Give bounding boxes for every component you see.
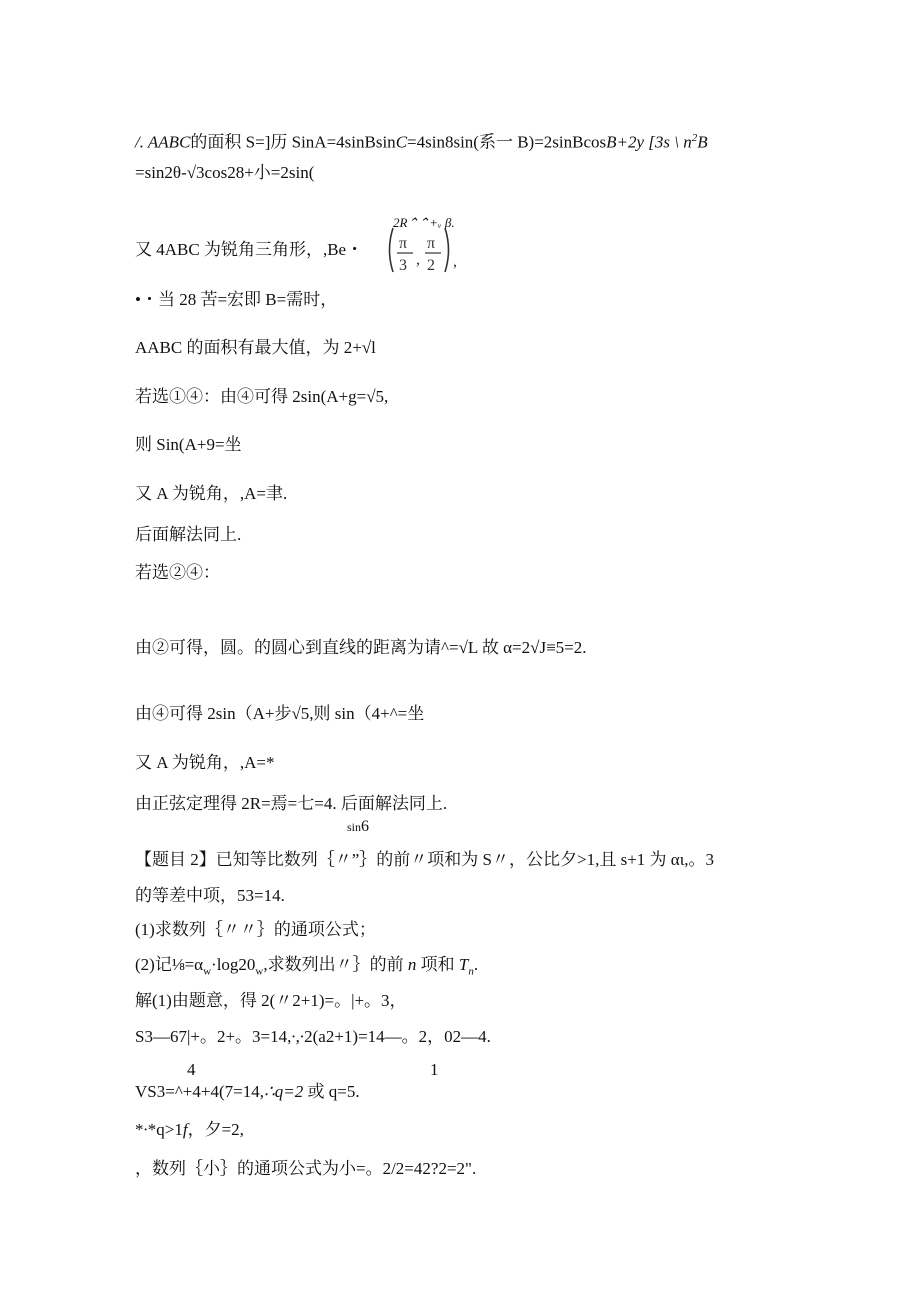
text-line-20: S3—67|+。2+。3=14,∙,∙2(a2+1)=14—。2，02—4. bbox=[135, 1027, 491, 1046]
overlay-text: 2R⌃⌃+ᵥ β. bbox=[393, 215, 455, 230]
text: ∴q=2 bbox=[263, 1082, 304, 1101]
text-line-22 bbox=[135, 1081, 360, 1103]
text: w bbox=[203, 965, 212, 978]
text: C bbox=[395, 132, 408, 152]
text: f bbox=[182, 1120, 188, 1139]
text-line-4: •・当 28 苦=宏即 B=需时， bbox=[135, 290, 338, 309]
denominator-1: 3 bbox=[399, 257, 407, 274]
text-line-14: 由正弦定理得 2R=焉=七=4. 后面解法同上. bbox=[135, 794, 448, 813]
text-line-24: ，数列｛小｝的通项公式为小=。2/2=42?2=2". bbox=[135, 1159, 477, 1178]
text: B+2y [3s \ n bbox=[606, 132, 692, 152]
text: VS3=^+4+4(7=14, bbox=[135, 1082, 264, 1101]
text: ·log20 bbox=[211, 955, 256, 974]
text-line-23 bbox=[135, 1119, 244, 1141]
text: 的面积 S=]历 SinA=4sinBsin bbox=[190, 132, 396, 152]
text-line-10: 若选②④： bbox=[135, 563, 220, 582]
problem-2-title: 【题目 2】已知等比数列｛〃”｝的前〃项和为 S〃，公比夕>1,且 s+1 为 αι,。3 bbox=[135, 850, 715, 869]
pi-numerator-2: π bbox=[427, 235, 436, 252]
text: 或 q=5. bbox=[303, 1082, 360, 1101]
comma-sep: , bbox=[416, 251, 420, 268]
text-line-12: 由④可得 2sin（A+步√5,则 sin（4+^=坐 bbox=[135, 704, 425, 723]
text: n bbox=[407, 955, 417, 974]
text: B bbox=[697, 132, 708, 152]
text: 6 bbox=[361, 818, 370, 835]
text: *∙*q>1 bbox=[135, 1120, 183, 1139]
text: n bbox=[468, 965, 474, 978]
text-line-16: 的等差中项，53=14. bbox=[135, 886, 285, 905]
text-line-5: AABC 的面积有最大值，为 2+√l bbox=[135, 338, 376, 357]
text: T bbox=[458, 955, 469, 974]
text: w bbox=[255, 965, 264, 978]
formula-line-1 bbox=[135, 127, 708, 154]
text: . bbox=[473, 955, 479, 974]
text-line-11: 由②可得，圆。的圆心到直线的距离为请^=√L 故 α=2√J≡5=2. bbox=[135, 638, 587, 657]
text: 2 bbox=[691, 132, 698, 144]
text-line-18 bbox=[135, 954, 478, 982]
text-line-8: 又 A 为锐角，,A=聿. bbox=[135, 484, 288, 503]
text: ，夕=2, bbox=[187, 1120, 244, 1139]
fraction-numerator-1: 1 bbox=[430, 1060, 439, 1079]
text: =4sin8sin(系一 B)=2sinBcos bbox=[407, 132, 607, 152]
formula-line-2: =sin2θ-√3cos28+小=2sin( bbox=[135, 163, 315, 182]
fraction-interval-image bbox=[385, 220, 473, 278]
text-line-13: 又 A 为锐角，,A=* bbox=[135, 753, 275, 772]
text-line-7: 则 Sin(A+9=坐 bbox=[135, 435, 242, 454]
text: /. AABC bbox=[135, 132, 191, 152]
text-line-6: 若选①④：由④可得 2sin(A+g=√5, bbox=[135, 387, 389, 406]
text-line-17: (1)求数列｛〃〃｝的通项公式； bbox=[135, 920, 376, 939]
text-line-9: 后面解法同上. bbox=[135, 525, 242, 544]
trailing-comma: , bbox=[453, 253, 457, 270]
text: ,求数列出〃｝的前 bbox=[263, 955, 404, 974]
text: (2)记⅛=α bbox=[135, 955, 204, 974]
denominator-2: 2 bbox=[427, 257, 435, 274]
text-line-19: 解(1)由题意，得 2(〃2+1)=。|+。3， bbox=[135, 991, 407, 1010]
text-line-3: 又 4ABC 为锐角三角形，,Be・ bbox=[135, 240, 364, 259]
text: 项和 bbox=[420, 955, 455, 974]
pi-numerator-1: π bbox=[399, 235, 408, 252]
sin-note bbox=[347, 815, 369, 838]
fraction-numerator-4: 4 bbox=[187, 1060, 196, 1079]
text: sin bbox=[347, 820, 362, 834]
